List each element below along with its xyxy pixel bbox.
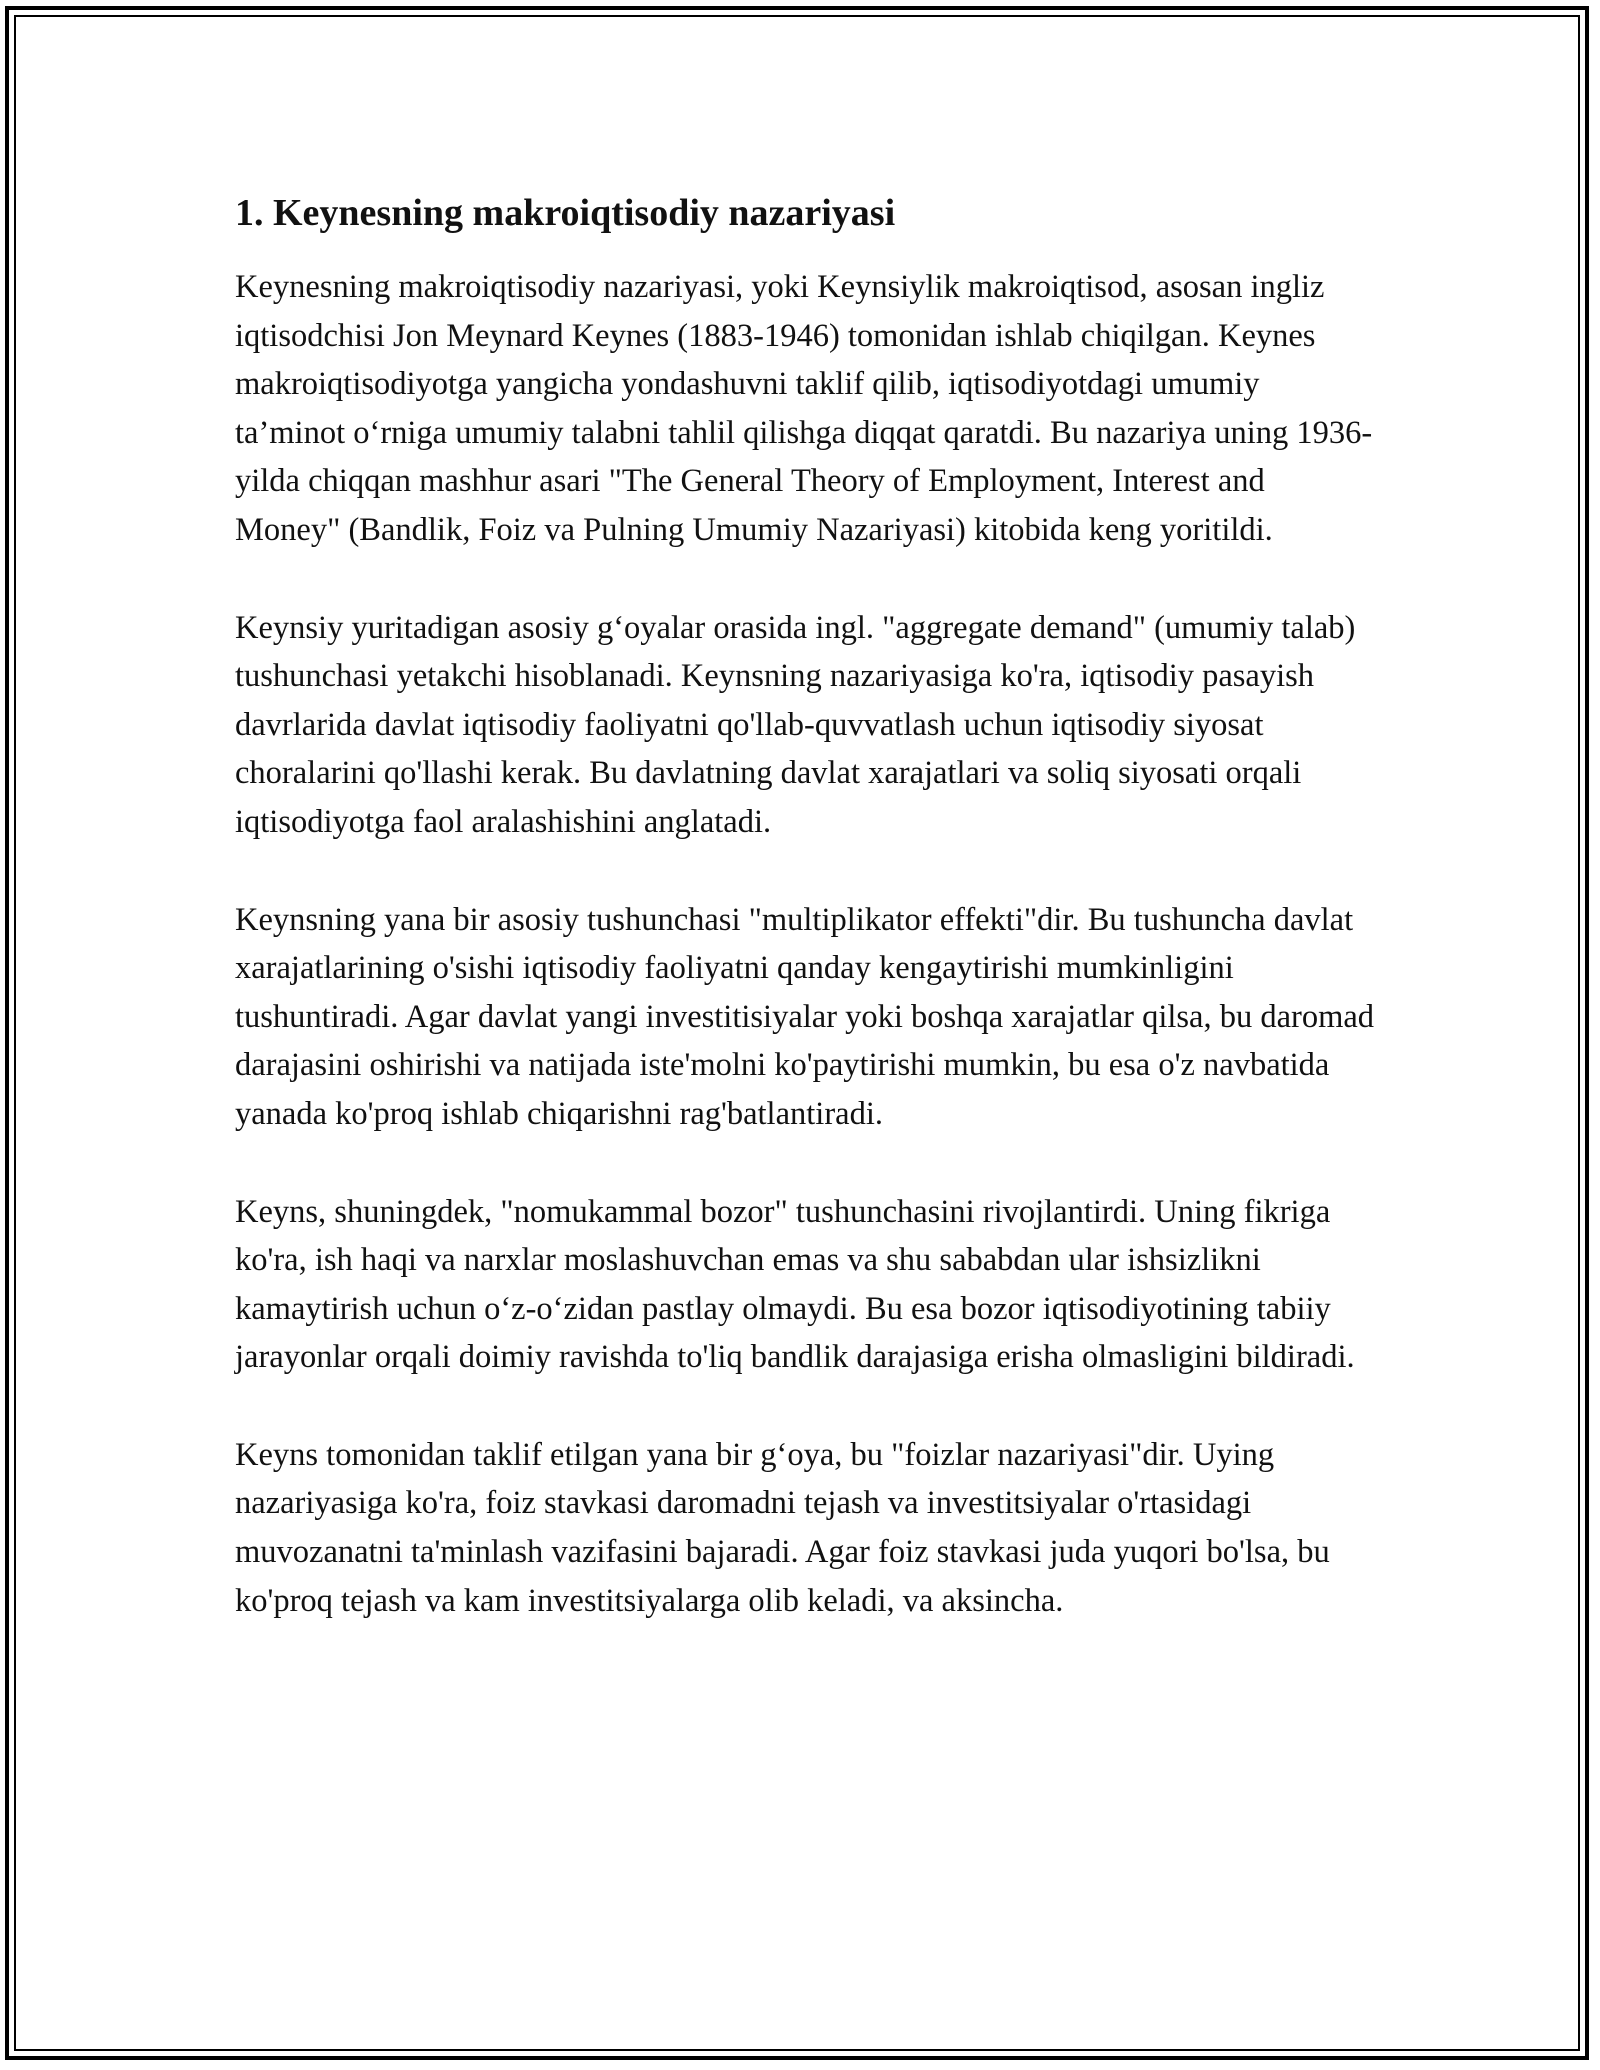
paragraph-4: Keyns, shuningdek, "nomukammal bozor" tushunchasini rivojlantirdi. Uning fikriga ko'ra, ish haqi va narxlar moslashuvchan emas va shu sababdan ular ishsizlikni kamaytirish uchun o‘z-o‘zidan pastlay olmaydi. Bu esa bozor iqtisodiyotining tabiiy jarayonlar orqali doimiy ravishda to'liq bandlik darajasiga erisha olmasligini bildiradi. xyxy=(235,1193,1355,1376)
paragraph-3: Keynsning yana bir asosiy tushunchasi "multiplikator effekti"dir. Bu tushuncha davlat xarajatlarining o'sishi iqtisodiy faoliyatni qanday kengaytirishi mumkinligini tushuntiradi. Agar davlat yangi investitisiyalar yoki boshqa xarajatlar qilsa, bu daromad darajasini oshirishi va natijada iste'molni ko'paytirishi mumkin, bu esa o'z navbatida yanada ko'proq ishlab chiqarishni rag'batlantiradi. xyxy=(235,901,1375,1132)
paragraph-2: Keynsiy yuritadigan asosiy g‘oyalar orasida ingl. "aggregate demand" (umumiy talab) tushunchasi yetakchi hisoblanadi. Keynsning nazariyasiga ko'ra, iqtisodiy pasayish davrlarida davlat iqtisodiy faoliyatni qo'llab-quvvatlash uchun iqtisodiy siyosat choralarini qo'llashi kerak. Bu davlatning davlat xarajatlari va soliq siyosati orqali iqtisodiyotga faol aralashishini anglatadi. xyxy=(235,609,1356,840)
paragraph-5: Keyns tomonidan taklif etilgan yana bir g‘oya, bu "foizlar nazariyasi"dir. Uying nazariyasiga ko'ra, foiz stavkasi daromadni tejash va investitsiyalar o'rtasidagi muvozanatni ta'minlash vazifasini bajaradi. Agar foiz stavkasi juda yuqori bo'lsa, bu ko'proq tejash va kam investitsiyalarga olib keladi, va aksincha. xyxy=(235,1436,1330,1619)
paragraph-1: Keynesning makroiqtisodiy nazariyasi, yoki Keynsiylik makroiqtisod, asosan ingliz iqtisodchisi Jon Meynard Keynes (1883-1946) tomonidan ishlab chiqilgan. Keynes makroiqtisodiyotga yangicha yondashuvni taklif qilib, iqtisodiyotdagi umumiy ta’minot o‘rniga umumiy talabni tahlil qilishga diqqat qaratdi. Bu nazariya uning 1936-yilda chiqqan mashhur asari "The General Theory of Employment, Interest and Money" (Bandlik, Foiz va Pulning Umumiy Nazariyasi) kitobida keng yoritildi. xyxy=(235,269,1373,548)
document-body xyxy=(235,185,1375,1674)
section-heading: 1. Keynesning makroiqtisodiy nazariyasi xyxy=(235,192,896,234)
